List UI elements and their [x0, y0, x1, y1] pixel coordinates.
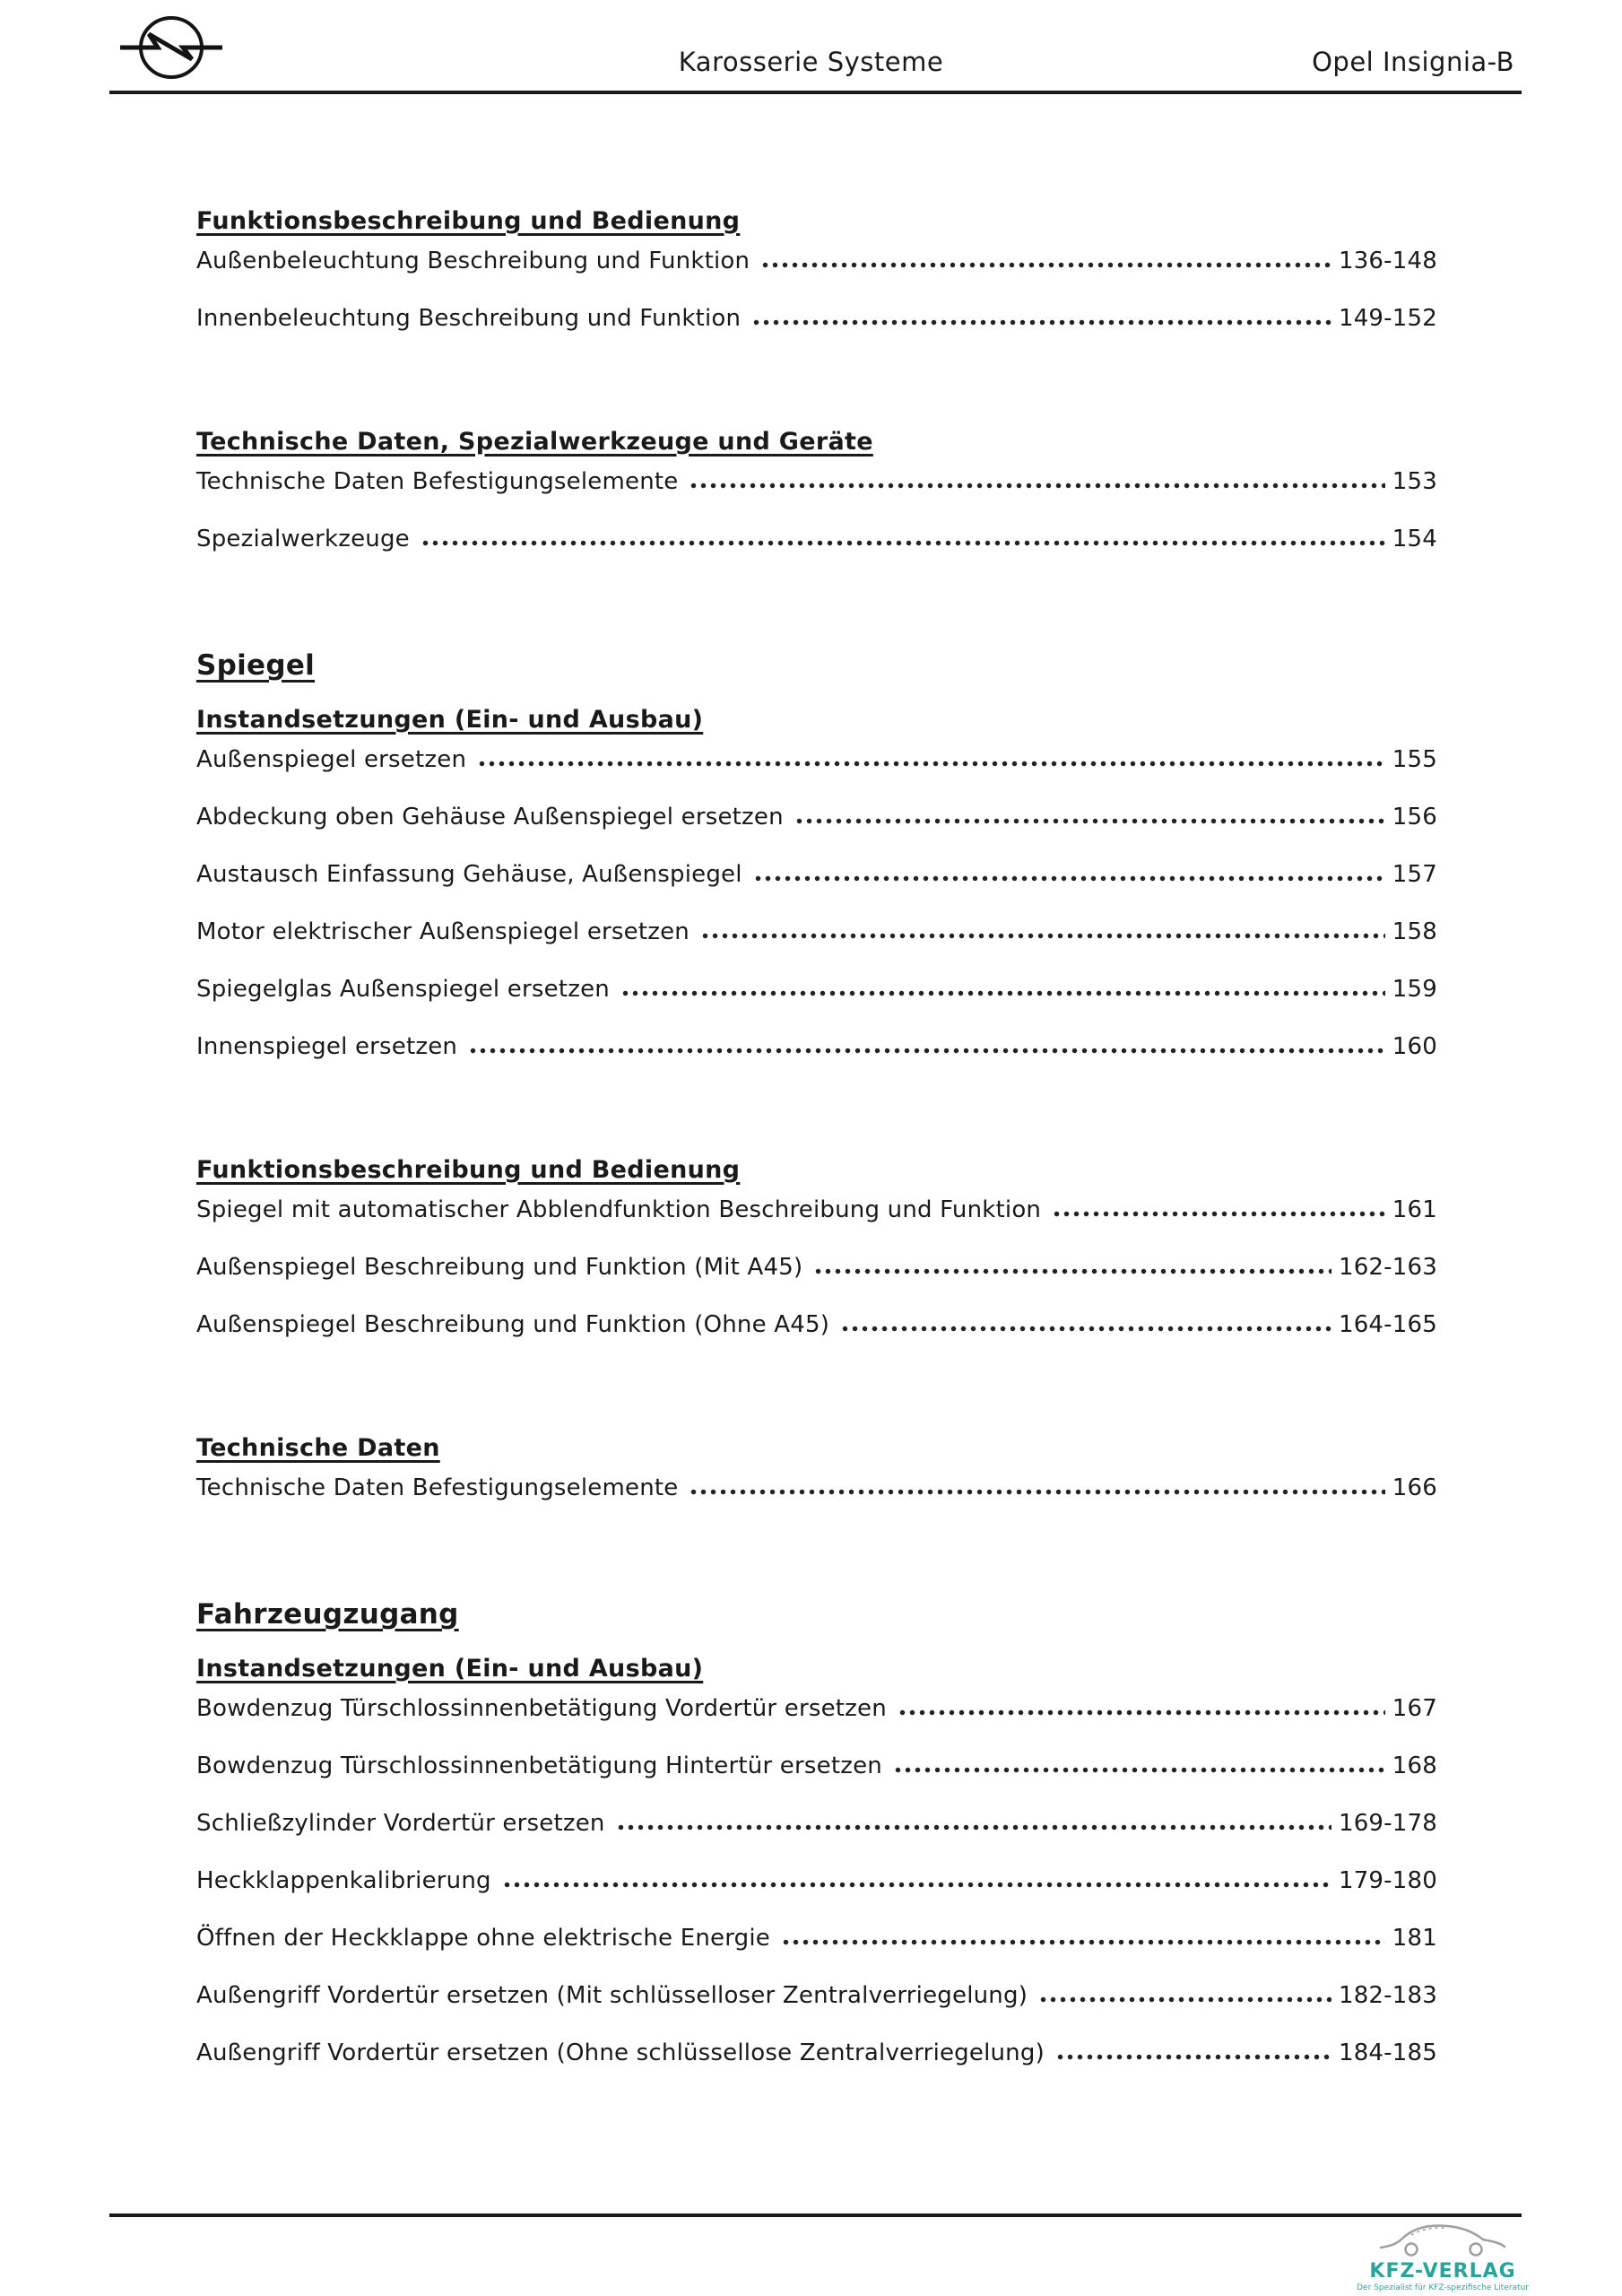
- toc-entry: [196, 918, 1437, 976]
- toc-entry: [196, 1752, 1437, 1810]
- toc-entry: [196, 1033, 1437, 1091]
- entry-label: Bowdenzug Türschlossinnenbetätigung Vordertür ersetzen: [196, 1695, 887, 1722]
- toc-section: [196, 1431, 1437, 1532]
- publisher-tagline: Der Spezialist für KFZ-spezifische Literatur: [1357, 2283, 1529, 2292]
- entry-label: Abdeckung oben Gehäuse Außenspiegel ersetzen: [196, 804, 784, 831]
- car-sketch-icon: [1375, 2221, 1510, 2260]
- entry-page-number: 158: [1392, 918, 1437, 945]
- entry-page-number: 162-163: [1338, 1254, 1437, 1281]
- entry-page-number: 164-165: [1338, 1311, 1437, 1338]
- entry-label: Außenspiegel ersetzen: [196, 746, 467, 773]
- dot-leader-icon: [698, 933, 1385, 939]
- toc-entry: [196, 2039, 1437, 2097]
- entry-page-number: 182-183: [1338, 1982, 1437, 2009]
- toc-section: [196, 1595, 1437, 2097]
- toc-section: [196, 204, 1437, 362]
- entry-label: Austausch Einfassung Gehäuse, Außenspiegel: [196, 861, 742, 888]
- dot-leader-icon: [419, 540, 1385, 546]
- dot-leader-icon: [1037, 1996, 1331, 2003]
- section-title: Spiegel: [196, 649, 316, 682]
- entry-page-number: 156: [1392, 804, 1437, 831]
- toc-entry: [196, 468, 1437, 526]
- section-title: Fahrzeugzugang: [196, 1598, 459, 1631]
- entry-label: Spiegelglas Außenspiegel ersetzen: [196, 976, 610, 1003]
- section-heading: Funktionsbeschreibung und Bedienung: [196, 207, 741, 235]
- toc-entry: [196, 1474, 1437, 1532]
- toc-entry: [196, 1810, 1437, 1867]
- section-entries: [196, 1474, 1437, 1532]
- toc-entry: [196, 976, 1437, 1033]
- dot-leader-icon: [750, 319, 1331, 326]
- section-entries: [196, 1196, 1437, 1369]
- entry-page-number: 157: [1392, 861, 1437, 888]
- dot-leader-icon: [1054, 2054, 1331, 2060]
- toc-entry: [196, 1695, 1437, 1752]
- dot-leader-icon: [751, 875, 1385, 882]
- toc-entry: [196, 1867, 1437, 1925]
- entry-label: Heckklappenkalibrierung: [196, 1867, 491, 1894]
- dot-leader-icon: [614, 1824, 1331, 1831]
- page-header: [0, 0, 1622, 99]
- entry-label: Bowdenzug Türschlossinnenbetätigung Hintertür ersetzen: [196, 1752, 882, 1779]
- entry-label: Innenbeleuchtung Beschreibung und Funktion: [196, 305, 742, 332]
- section-entries: [196, 1695, 1437, 2097]
- section-entries: [196, 248, 1437, 362]
- entry-page-number: 154: [1392, 526, 1437, 552]
- toc-entry: [196, 526, 1437, 583]
- entry-page-number: 184-185: [1338, 2039, 1437, 2066]
- toc-section: [196, 646, 1437, 1091]
- entry-page-number: 181: [1392, 1925, 1437, 1952]
- toc-entry: [196, 1982, 1437, 2039]
- dot-leader-icon: [759, 262, 1331, 268]
- entry-page-number: 168: [1392, 1752, 1437, 1779]
- publisher-logo: [1357, 2221, 1529, 2292]
- toc-entry: [196, 1311, 1437, 1369]
- toc-entry: [196, 305, 1437, 362]
- entry-label: Spezialwerkzeuge: [196, 526, 410, 552]
- entry-page-number: 153: [1392, 468, 1437, 495]
- publisher-name: KFZ-VERLAG: [1369, 2260, 1516, 2283]
- toc-entry: [196, 861, 1437, 918]
- toc-entry: [196, 248, 1437, 305]
- entry-label: Außenspiegel Beschreibung und Funktion (Mit A45): [196, 1254, 803, 1281]
- dot-leader-icon: [896, 1709, 1385, 1716]
- toc-entry: [196, 1196, 1437, 1254]
- dot-leader-icon: [687, 1489, 1384, 1495]
- section-heading: Technische Daten, Spezialwerkzeuge und Geräte: [196, 428, 873, 456]
- entry-page-number: 161: [1392, 1196, 1437, 1223]
- dot-leader-icon: [793, 818, 1385, 824]
- toc-entry: [196, 746, 1437, 804]
- entry-label: Außenbeleuchtung Beschreibung und Funktion: [196, 248, 750, 274]
- header-model-title: Opel Insignia-B: [1312, 47, 1514, 77]
- page-footer: [0, 2213, 1622, 2296]
- entry-label: Außengriff Vordertür ersetzen (Mit schlüsselloser Zentralverriegelung): [196, 1982, 1028, 2009]
- section-heading: Instandsetzungen (Ein- und Ausbau): [196, 706, 704, 734]
- entry-page-number: 136-148: [1338, 248, 1437, 274]
- dot-leader-icon: [475, 761, 1385, 767]
- entry-label: Schließzylinder Vordertür ersetzen: [196, 1810, 605, 1837]
- entry-label: Öffnen der Heckklappe ohne elektrische Energie: [196, 1925, 770, 1952]
- dot-leader-icon: [779, 1939, 1385, 1945]
- entry-label: Innenspiegel ersetzen: [196, 1033, 458, 1060]
- entry-page-number: 159: [1392, 976, 1437, 1003]
- entry-page-number: 149-152: [1338, 305, 1437, 332]
- entry-page-number: 160: [1392, 1033, 1437, 1060]
- dot-leader-icon: [891, 1767, 1385, 1773]
- table-of-contents: [196, 204, 1437, 2097]
- entry-label: Technische Daten Befestigungselemente: [196, 468, 679, 495]
- header-document-title: Karosserie Systeme: [678, 47, 944, 77]
- dot-leader-icon: [619, 990, 1385, 996]
- toc-entry: [196, 1925, 1437, 1982]
- entry-label: Technische Daten Befestigungselemente: [196, 1474, 679, 1501]
- entry-label: Außengriff Vordertür ersetzen (Ohne schlüssellose Zentralverriegelung): [196, 2039, 1045, 2066]
- dot-leader-icon: [811, 1268, 1331, 1274]
- section-heading: Funktionsbeschreibung und Bedienung: [196, 1156, 741, 1184]
- dot-leader-icon: [1050, 1211, 1385, 1217]
- entry-page-number: 155: [1392, 746, 1437, 773]
- entry-label: Außenspiegel Beschreibung und Funktion (Ohne A45): [196, 1311, 830, 1338]
- section-heading: Instandsetzungen (Ein- und Ausbau): [196, 1655, 704, 1683]
- entry-page-number: 166: [1392, 1474, 1437, 1501]
- entry-page-number: 179-180: [1338, 1867, 1437, 1894]
- toc-entry: [196, 804, 1437, 861]
- section-entries: [196, 746, 1437, 1091]
- toc-section: [196, 425, 1437, 583]
- dot-leader-icon: [500, 1882, 1331, 1888]
- toc-section: [196, 1153, 1437, 1369]
- header-divider: [109, 91, 1522, 94]
- entry-label: Motor elektrischer Außenspiegel ersetzen: [196, 918, 690, 945]
- dot-leader-icon: [687, 483, 1384, 489]
- entry-label: Spiegel mit automatischer Abblendfunktion Beschreibung und Funktion: [196, 1196, 1042, 1223]
- toc-entry: [196, 1254, 1437, 1311]
- footer-divider: [109, 2213, 1522, 2217]
- dot-leader-icon: [838, 1326, 1331, 1332]
- dot-leader-icon: [466, 1048, 1385, 1054]
- section-heading: Technische Daten: [196, 1434, 440, 1462]
- section-entries: [196, 468, 1437, 583]
- entry-page-number: 167: [1392, 1695, 1437, 1722]
- entry-page-number: 169-178: [1338, 1810, 1437, 1837]
